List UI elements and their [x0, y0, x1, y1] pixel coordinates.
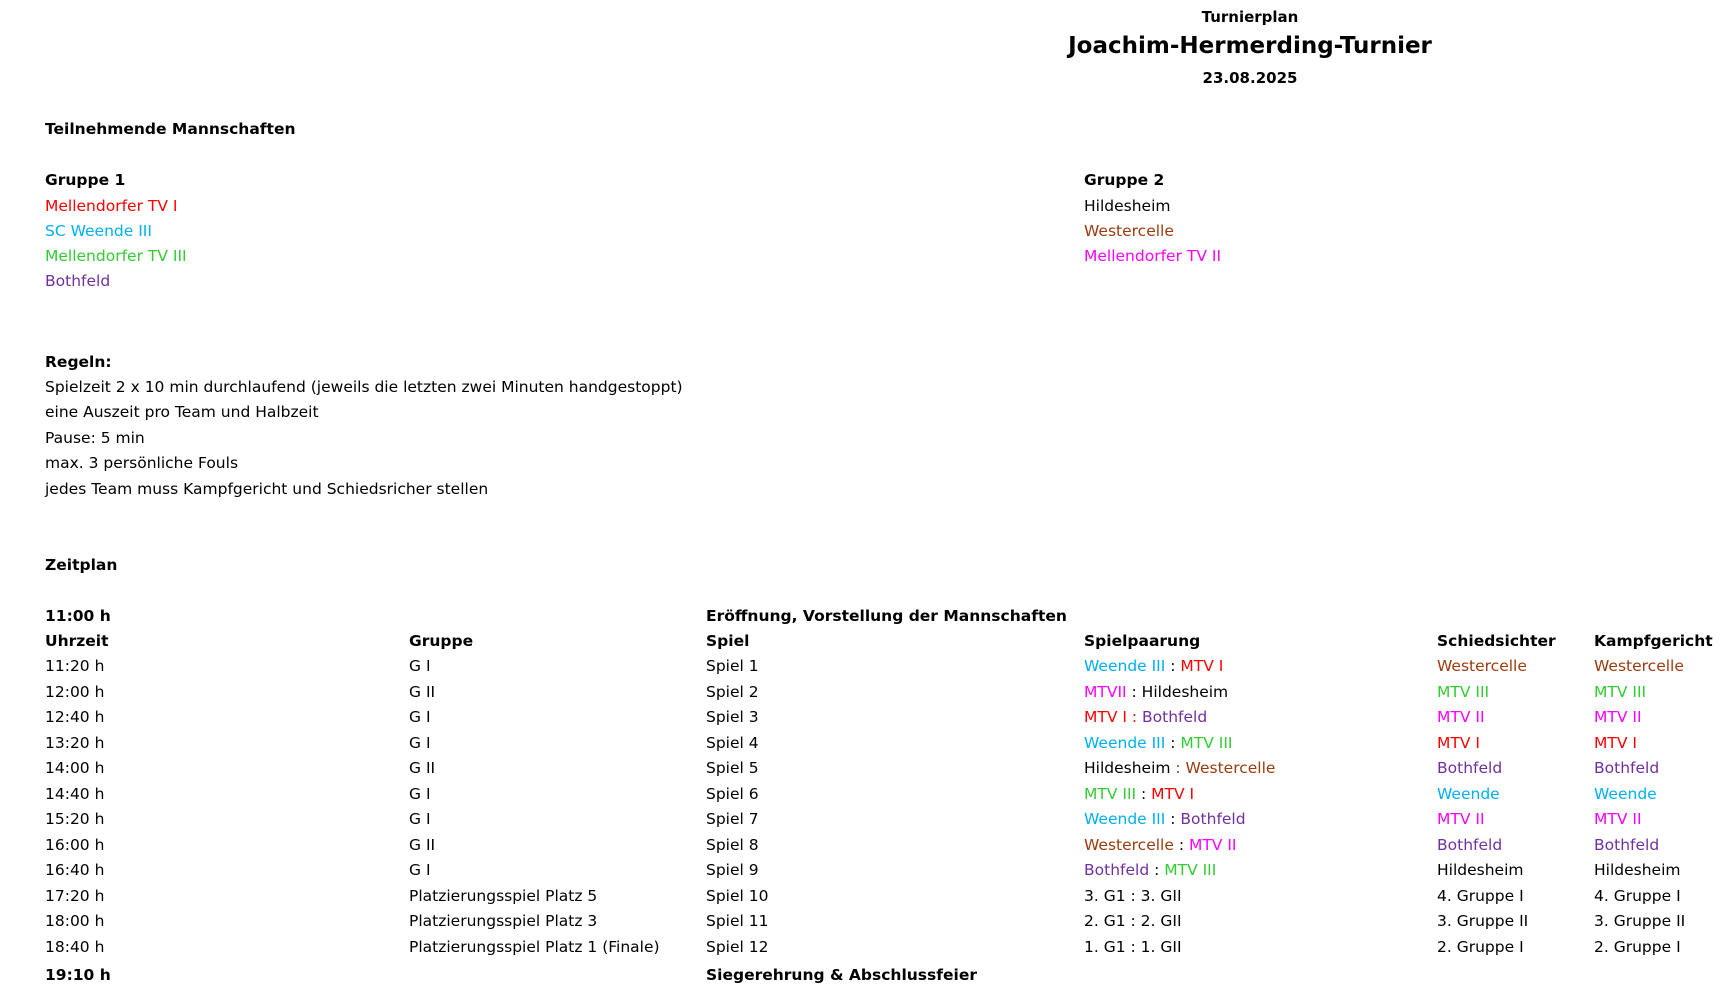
column-header-game: Spiel: [706, 632, 750, 650]
schedule-row: [0, 756, 1728, 781]
row-scorers-table: MTV II: [1594, 810, 1642, 828]
row-pairing: [1084, 756, 1275, 781]
row-game: Spiel 3: [706, 708, 759, 726]
row-time: 17:20 h: [45, 886, 105, 905]
document-subtitle: Turnierplan: [1201, 8, 1299, 26]
row-game: Spiel 7: [706, 810, 759, 828]
row-group: G I: [409, 657, 431, 675]
group-1-team: SC Weende III: [45, 222, 152, 240]
schedule-row: [0, 935, 1728, 960]
row-scorers-table: 3. Gruppe II: [1594, 912, 1686, 930]
row-scorers-table: 2. Gruppe I: [1594, 937, 1681, 956]
row-group: Platzierungsspiel Platz 5: [409, 886, 598, 905]
row-time: 15:20 h: [45, 810, 105, 828]
row-referee: Hildesheim: [1437, 861, 1524, 879]
row-pairing: [1084, 782, 1194, 807]
schedule-row: [0, 654, 1728, 679]
pairing-segment: Bothfeld: [1084, 861, 1150, 879]
pairing-segment: : Westercelle: [1170, 759, 1276, 777]
pairing-segment: Westercelle: [1084, 835, 1174, 854]
schedule-row: [0, 833, 1728, 858]
group-1-team: Mellendorfer TV III: [45, 247, 187, 265]
row-time: 12:40 h: [45, 708, 105, 726]
group-1-team: Mellendorfer TV I: [45, 197, 178, 215]
row-game: Spiel 8: [706, 835, 759, 854]
rule-line: jedes Team muss Kampfgericht und Schiedsricher stellen: [45, 480, 489, 498]
pairing-segment: :: [1136, 784, 1152, 803]
group-2-team: Mellendorfer TV II: [1084, 247, 1222, 265]
row-time: 14:00 h: [45, 759, 105, 777]
closing-time: 19:10 h: [45, 966, 111, 984]
schedule-row: [0, 680, 1728, 705]
row-referee: Westercelle: [1437, 657, 1527, 675]
row-game: Spiel 2: [706, 682, 759, 701]
row-pairing: [1084, 909, 1182, 934]
row-game: Spiel 9: [706, 861, 759, 879]
row-game: Spiel 10: [706, 886, 769, 905]
row-referee: Bothfeld: [1437, 835, 1503, 854]
row-referee: Bothfeld: [1437, 759, 1503, 777]
schedule-row: [0, 858, 1728, 883]
rule-line: eine Auszeit pro Team und Halbzeit: [45, 403, 319, 421]
row-group: G I: [409, 733, 431, 752]
row-pairing: [1084, 935, 1182, 960]
column-header-time: Uhrzeit: [45, 632, 109, 650]
row-referee: MTV II: [1437, 708, 1485, 726]
column-header-referee: Schiedsichter: [1437, 632, 1556, 650]
pairing-segment: 2. G1 : 2. GII: [1084, 912, 1182, 930]
row-time: 16:40 h: [45, 861, 105, 879]
row-game: Spiel 5: [706, 759, 759, 777]
row-time: 14:40 h: [45, 784, 105, 803]
column-header-pairing: Spielpaarung: [1084, 632, 1201, 650]
row-pairing: [1084, 731, 1233, 756]
row-referee: 4. Gruppe I: [1437, 886, 1524, 905]
pairing-segment: Weende III: [1084, 810, 1166, 828]
schedule-row: [0, 782, 1728, 807]
schedule-row: [0, 909, 1728, 934]
pairing-segment: Hildesheim: [1084, 759, 1171, 777]
document-title: Joachim-Hermerding-Turnier: [1068, 33, 1432, 59]
document-date: 23.08.2025: [1202, 69, 1298, 87]
row-group: G II: [409, 682, 436, 701]
column-header-group: Gruppe: [409, 632, 474, 650]
row-game: Spiel 6: [706, 784, 759, 803]
row-scorers-table: Bothfeld: [1594, 759, 1660, 777]
pairing-segment: MTV I :: [1084, 708, 1143, 726]
row-scorers-table: MTV II: [1594, 708, 1642, 726]
pairing-segment: :: [1173, 835, 1189, 854]
row-game: Spiel 12: [706, 937, 769, 956]
pairing-segment: :: [1165, 810, 1181, 828]
pairing-segment: Bothfeld: [1142, 708, 1208, 726]
row-time: 16:00 h: [45, 835, 105, 854]
row-pairing: [1084, 680, 1228, 705]
row-scorers-table: Hildesheim: [1594, 861, 1681, 879]
pairing-segment: :: [1149, 861, 1165, 879]
row-time: 12:00 h: [45, 682, 105, 701]
schedule-row: [0, 884, 1728, 909]
group-1-name: Gruppe 1: [45, 171, 126, 189]
schedule-row: [0, 705, 1728, 730]
row-group: G II: [409, 835, 436, 854]
row-referee: MTV I: [1437, 733, 1480, 752]
pairing-segment: MTV I: [1180, 657, 1224, 675]
schedule-header-row: [0, 629, 1728, 654]
rule-line: Pause: 5 min: [45, 429, 145, 447]
row-pairing: [1084, 858, 1216, 883]
row-scorers-table: Bothfeld: [1594, 835, 1660, 854]
row-time: 13:20 h: [45, 733, 105, 752]
row-game: Spiel 4: [706, 733, 759, 752]
pairing-segment: 3. G1 : 3. GII: [1084, 886, 1182, 905]
row-time: 11:20 h: [45, 657, 105, 675]
rules-heading: Regeln:: [45, 353, 112, 371]
pairing-segment: :: [1165, 657, 1181, 675]
row-pairing: [1084, 654, 1223, 679]
group-2-team: Hildesheim: [1084, 197, 1171, 215]
opening-row: [0, 604, 1728, 629]
row-scorers-table: Westercelle: [1594, 657, 1684, 675]
pairing-segment: 1. G1 : 1. GII: [1084, 937, 1182, 956]
row-pairing: [1084, 705, 1207, 730]
row-pairing: [1084, 807, 1246, 832]
row-scorers-table: 4. Gruppe I: [1594, 886, 1681, 905]
pairing-segment: Weende III: [1084, 657, 1166, 675]
row-group: G II: [409, 759, 436, 777]
teams-heading: Teilnehmende Mannschaften: [45, 120, 296, 138]
row-referee: 2. Gruppe I: [1437, 937, 1524, 956]
row-group: G I: [409, 784, 431, 803]
pairing-segment: MTV III: [1164, 861, 1217, 879]
row-scorers-table: Weende: [1594, 784, 1657, 803]
schedule-row: [0, 807, 1728, 832]
row-referee: MTV III: [1437, 682, 1490, 701]
row-pairing: [1084, 884, 1182, 909]
pairing-segment: MTVII: [1084, 682, 1127, 701]
closing-text: Siegerehrung & Abschlussfeier: [706, 966, 977, 984]
opening-time: 11:00 h: [45, 607, 111, 625]
row-group: Platzierungsspiel Platz 3: [409, 912, 598, 930]
pairing-segment: MTV III: [1084, 784, 1137, 803]
row-time: 18:00 h: [45, 912, 105, 930]
closing-row: [0, 963, 1728, 988]
pairing-segment: :: [1165, 733, 1181, 752]
row-referee: MTV II: [1437, 810, 1485, 828]
row-group: Platzierungsspiel Platz 1 (Finale): [409, 937, 660, 956]
pairing-segment: MTV III: [1180, 733, 1233, 752]
row-group: G I: [409, 861, 431, 879]
opening-text: Eröffnung, Vorstellung der Mannschaften: [706, 607, 1067, 625]
pairing-segment: MTV II: [1188, 835, 1237, 854]
rule-line: Spielzeit 2 x 10 min durchlaufend (jeweils die letzten zwei Minuten handgestoppt): [45, 378, 683, 396]
group-2-team: Westercelle: [1084, 222, 1174, 240]
pairing-segment: Bothfeld: [1180, 810, 1246, 828]
schedule-heading: Zeitplan: [45, 556, 118, 574]
pairing-segment: MTV I: [1151, 784, 1195, 803]
rule-line: max. 3 persönliche Fouls: [45, 454, 239, 472]
column-header-scorers-table: Kampfgericht: [1594, 632, 1713, 650]
row-time: 18:40 h: [45, 937, 105, 956]
row-scorers-table: MTV III: [1594, 682, 1647, 701]
pairing-segment: : Hildesheim: [1126, 682, 1229, 701]
schedule-row: [0, 731, 1728, 756]
row-scorers-table: MTV I: [1594, 733, 1637, 752]
row-game: Spiel 11: [706, 912, 769, 930]
row-group: G I: [409, 810, 431, 828]
row-referee: 3. Gruppe II: [1437, 912, 1529, 930]
group-1-team: Bothfeld: [45, 272, 111, 290]
row-referee: Weende: [1437, 784, 1500, 803]
row-game: Spiel 1: [706, 657, 759, 675]
pairing-segment: Weende III: [1084, 733, 1166, 752]
group-2-name: Gruppe 2: [1084, 171, 1165, 189]
row-pairing: [1084, 833, 1236, 858]
row-group: G I: [409, 708, 431, 726]
